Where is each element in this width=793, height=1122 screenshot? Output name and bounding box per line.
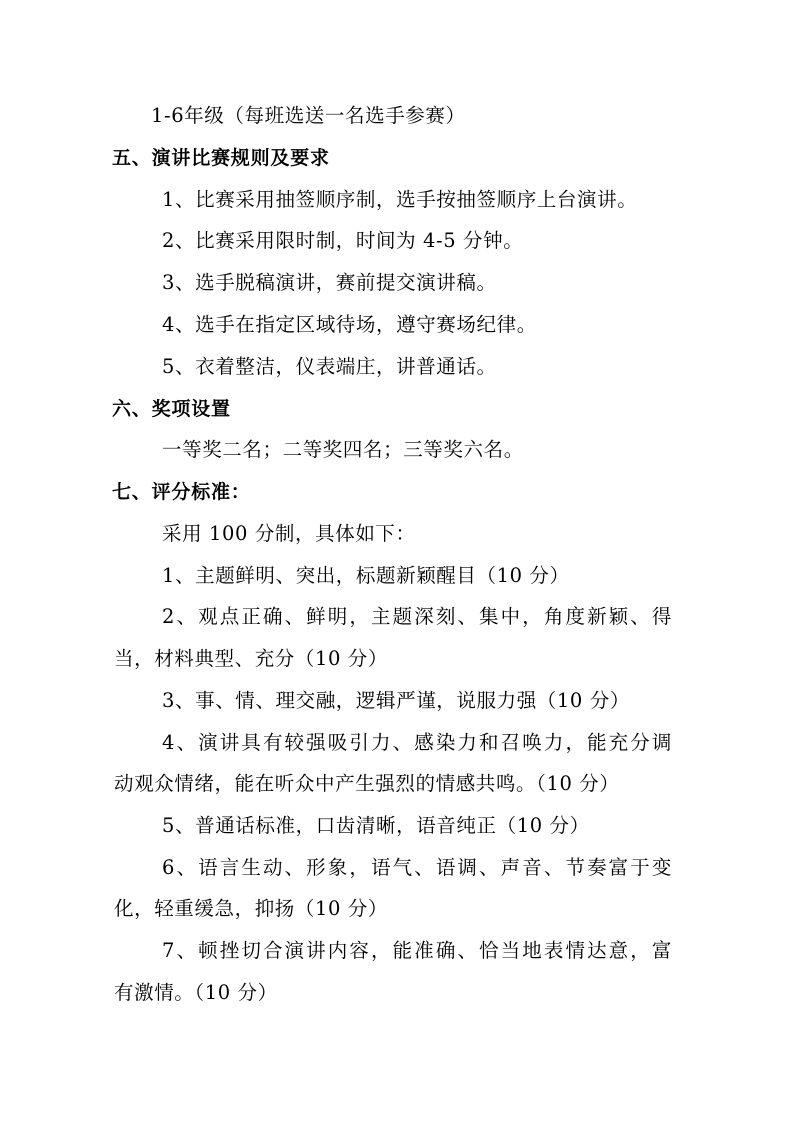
- criterion-line: 6、语言生动、形象，语气、语调、声音、节奏富于变: [162, 856, 672, 879]
- rule-item: 2、比赛采用限时制，时间为 4-5 分钟。: [162, 229, 524, 252]
- criterion-line: 1、主题鲜明、突出，标题新颖醒目（10 分）: [162, 564, 570, 587]
- section-5-heading: 五、演讲比赛规则及要求: [112, 147, 330, 169]
- scoring-intro: 采用 100 分制，具体如下：: [162, 522, 416, 545]
- criterion-line: 2、观点正确、鲜明，主题深刻、集中，角度新颖、得: [162, 605, 672, 628]
- criterion-line: 7、顿挫切合演讲内容，能准确、恰当地表情达意，富: [162, 939, 672, 962]
- criterion-line-continued: 有激情。（10 分）: [114, 981, 278, 1004]
- rule-item: 3、选手脱稿演讲，赛前提交演讲稿。: [162, 271, 497, 294]
- criterion-line: 5、普通话标准，口齿清晰，语音纯正（10 分）: [162, 814, 590, 837]
- section-7-heading: 七、评分标准：: [112, 481, 251, 503]
- criterion-line: 4、演讲具有较强吸引力、感染力和召唤力，能充分调: [162, 731, 672, 754]
- criterion-line: 3、事、情、理交融，逻辑严谨，说服力强（10 分）: [162, 689, 630, 712]
- criterion-line-continued: 动观众情绪，能在听众中产生强烈的情感共鸣。（10 分）: [114, 772, 620, 795]
- rule-item: 4、选手在指定区域待场，遵守赛场纪律。: [162, 313, 537, 336]
- awards-line: 一等奖二名；二等奖四名；三等奖六名。: [162, 438, 524, 461]
- criterion-line-continued: 当，材料典型、充分（10 分）: [114, 647, 389, 670]
- rule-item: 5、衣着整洁，仪表端庄，讲普通话。: [162, 355, 497, 378]
- section-6-heading: 六、奖项设置: [112, 398, 231, 420]
- criterion-line-continued: 化，轻重缓急，抑扬（10 分）: [114, 897, 389, 920]
- rule-item: 1、比赛采用抽签顺序制，选手按抽签顺序上台演讲。: [162, 188, 638, 211]
- participants-line: 1-6年级（每班选送一名选手参赛）: [151, 104, 466, 127]
